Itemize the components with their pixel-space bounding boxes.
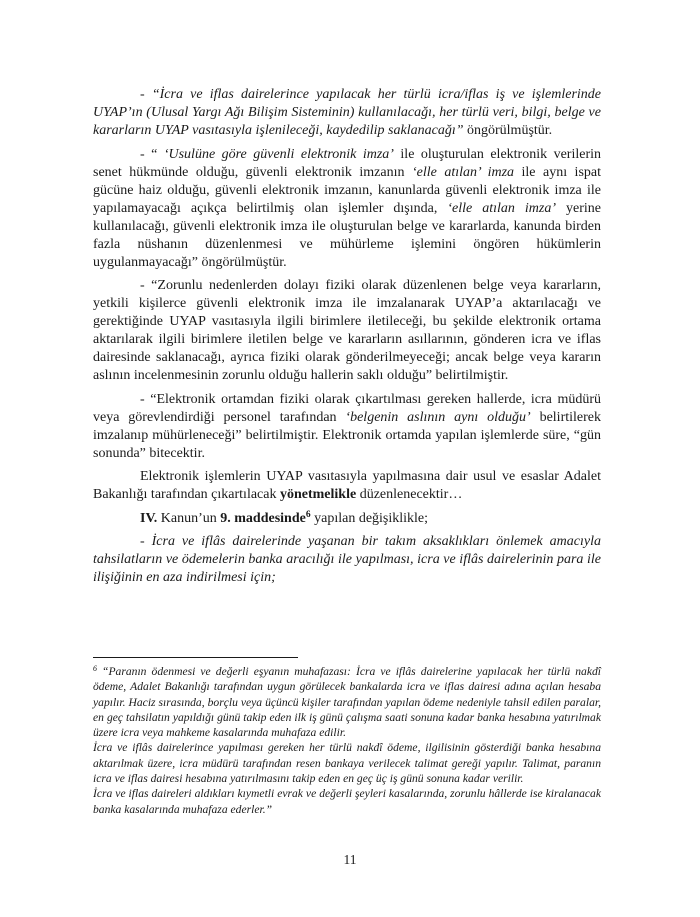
text-segment: Kanun’un	[157, 510, 221, 526]
text-segment: - “Zorunlu nedenlerden dolayı fiziki olarak düzenlenen belge veya kararların, yetkili kişilerce güvenli elektronik imza ile imzalanarak UYAP’a aktarılacağı ve gerektiğinde UYAP vasıtasıyla ilgili birimlere iletileceği, bu şekilde elektronik ortama aktarılarak ilgili birimlere iletilen belge ve kararların asıllarının, gönderen icra ve iflas dairesinde saklanacağı, ayrıca fiziki olarak gönderilmeyeceği; ancak belge veya kararın aslının incelenmesinin zorunlu olduğu hallerin saklı olduğu” belirtilmiştir.	[93, 278, 601, 383]
text-segment: ‘elle atılan’ imza	[411, 164, 515, 180]
text-segment: - İcra ve iflâs dairelerinde yaşanan bir takım aksaklıkları önlemek amacıyla tahsilatların ve ödemelerin banka aracılığı ile yapılması, icra ve iflâs dairelerinin para ile ilişiğinin en aza indirilmesi için;	[93, 534, 601, 585]
page-number: 11	[343, 852, 357, 867]
text-segment: yapılan değişiklikle;	[310, 510, 429, 526]
text-segment: yerine kullanılacağı, güvenli elektronik imza ile oluşturulan belge ve kararlarda, kanunda birden fazla nüshanın düzenlenmesi ve mühürleme işlemini öngören hükümlerin uygulanmayacağı” öngörülmüştür.	[93, 200, 602, 270]
text-segment: 6	[93, 664, 97, 674]
text-segment: belirtilerek imzalanıp mühürleneceği” belirtilmiştir. Elektronik ortamda yapılan işlemlerde süre, “gün sonunda” bitecektir.	[93, 409, 601, 461]
text-segment: - “İcra ve iflas dairelerince yapılacak her türlü icra/iflas iş ve işlemlerinde UYAP’ın (Ulusal Yargı Ağı Bilişim Sisteminin) kullanılacağı, her türlü veri, bilgi, belge ve kararların UYAP vasıtasıyla işlenileceği, kaydedilip saklanacağı”	[93, 87, 601, 138]
text-segment: öngörülmüştür.	[463, 123, 553, 138]
text-segment: IV.	[140, 510, 158, 526]
paragraph	[93, 86, 601, 140]
text-segment: Elektronik işlemlerin UYAP vasıtasıyla yapılmasına dair usul ve esaslar Adalet Bakanlığı tarafından çıkartılacak	[93, 469, 601, 502]
text-segment: ‘elle atılan imza’	[447, 200, 557, 216]
text-segment: - “Elektronik ortamdan fiziki olarak çıkartılması gereken hallerde, icra müdürü veya görevlendirdiği personel tarafından	[93, 391, 601, 425]
text-segment: 9. maddesinde	[220, 510, 306, 526]
text-segment: 6	[305, 509, 311, 520]
text-segment: İcra ve iflas daireleri aldıkları kıymetli evrak ve değerli şeyleri kasalarında, zorunlu hâllerde ise kiralanacak banka kasalarında muhafaza ederler.”	[93, 787, 601, 816]
paragraph	[93, 146, 601, 272]
text-segment: ile aynı ispat gücüne haiz olduğu, güvenli elektronik imzanın, kanunlarda güvenli elektronik imza ile yapılamayacağı açıkça belirtilmiş olan işlemler dışında,	[93, 164, 601, 216]
paragraph	[93, 740, 601, 786]
text-segment: yönetmelikle	[279, 487, 357, 502]
text-segment: ‘belgenin aslının aynı olduğu’	[345, 409, 531, 425]
paragraph	[93, 468, 601, 504]
text-segment: - “	[140, 146, 164, 162]
text-segment: “Paranın ödenmesi ve değerli eşyanın muhafazası: İcra ve iflâs dairelerine yapılacak her türlü nakdî ödeme, Adalet Bakanlığı tarafından uygun görülecek bankalarda icra ve iflas dairesi adına açılan hesaba yapılır. Haciz sırasında, borçlu veya üçüncü kişiler tarafından yapılan ödeme nedeniyle tahsil edilen paralar, en geç tahsilatın yapıldığı günü takip eden ilk iş günü çalışma saati sonuna kadar banka hesabına yatırılmak üzere icra veya mahkeme kasalarında muhafaza edilir.	[93, 665, 601, 740]
paragraph	[93, 277, 601, 385]
paragraph	[93, 391, 601, 463]
paragraph	[93, 533, 601, 587]
paragraph	[93, 664, 601, 740]
document-body	[93, 86, 601, 593]
footnote-block	[93, 664, 601, 817]
text-segment: İcra ve iflâs dairelerince yapılması gereken her türlü nakdî ödeme, ilgilisinin gösterdiği banka hesabına aktarılmak üzere, icra müdürü tarafından resen bankaya verilecek talimat gereği yapılır. Talimat, paranın icra ve iflas dairesi hesabına yatırılmasını takip eden en geç üç iş günü sonuna kadar verilir.	[93, 741, 601, 786]
text-segment: ile oluşturulan elektronik verilerin senet hükmünde olduğu, güvenli elektronik imzanın	[93, 146, 601, 180]
paragraph	[93, 510, 601, 528]
text-segment: düzenlenecektir…	[356, 487, 463, 502]
text-segment: ‘Usulüne göre güvenli elektronik imza’	[163, 146, 394, 162]
paragraph	[93, 786, 601, 817]
footnote-separator	[93, 657, 298, 658]
